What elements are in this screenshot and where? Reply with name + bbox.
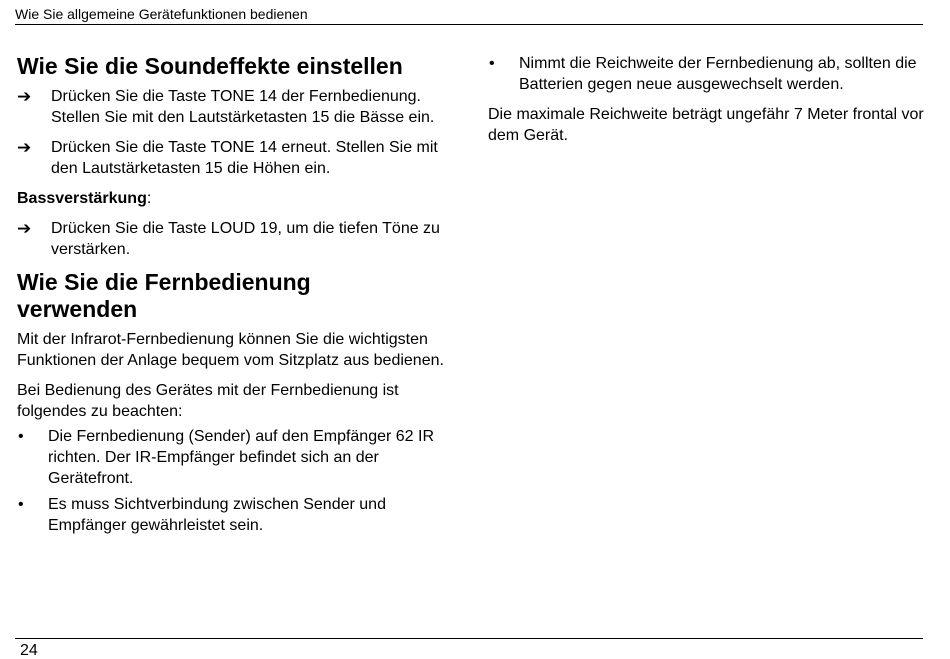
bullet-text: Es muss Sichtverbindung zwischen Sender und Empfänger gewährleistet sein. bbox=[48, 496, 386, 534]
range-note-paragraph: Die maximale Reichweite beträgt ungefähr 7 Meter frontal vor dem Gerät. bbox=[488, 106, 924, 144]
instruction-step bbox=[17, 86, 457, 128]
remote-notes-intro: Bei Bedienung des Gerätes mit der Fernbedienung ist folgendes zu beachten: bbox=[17, 382, 399, 420]
remote-intro-paragraph: Mit der Infrarot-Fernbedienung können Sie die wichtigsten Funktionen der Anlage bequem vom Sitzplatz aus bedienen. bbox=[17, 331, 444, 369]
instruction-text: Drücken Sie die Taste TONE 14 erneut. Stellen Sie mit den Lautstärketasten 15 die Höhen ein. bbox=[51, 139, 438, 177]
instruction-step bbox=[17, 137, 457, 179]
instruction-text: Drücken Sie die Taste LOUD 19, um die tiefen Töne zu verstärken. bbox=[51, 220, 440, 258]
instruction-text: Drücken Sie die Taste TONE 14 der Fernbedienung. Stellen Sie mit den Lautstärketasten 15 die Bässe ein. bbox=[51, 88, 435, 126]
arrow-icon: ➔ bbox=[17, 219, 32, 238]
running-header: Wie Sie allgemeine Gerätefunktionen bedienen bbox=[15, 6, 308, 22]
bullet-list-item bbox=[17, 494, 457, 536]
instruction-step bbox=[17, 218, 457, 260]
page-number: 24 bbox=[20, 642, 38, 659]
bullet-icon: • bbox=[18, 496, 24, 513]
bullet-text: Nimmt die Reichweite der Fernbedienung ab, sollten die Batterien gegen neue ausgewechselt werden. bbox=[519, 55, 917, 93]
bass-label: Bassverstärkung bbox=[17, 190, 147, 207]
arrow-icon: ➔ bbox=[17, 87, 32, 106]
left-column bbox=[17, 53, 457, 541]
section-heading-sound: Wie Sie die Soundeffekte einstellen bbox=[17, 53, 403, 79]
right-column bbox=[488, 53, 928, 155]
bullet-icon: • bbox=[18, 428, 24, 445]
section-heading-remote: Wie Sie die Fernbedienung verwenden bbox=[17, 269, 311, 322]
bullet-list-item bbox=[17, 426, 457, 489]
bullet-list-item bbox=[488, 53, 928, 95]
header-rule bbox=[15, 24, 923, 25]
bullet-icon: • bbox=[489, 55, 495, 72]
arrow-icon: ➔ bbox=[17, 138, 32, 157]
bass-label-paragraph bbox=[17, 188, 457, 209]
bass-label-colon: : bbox=[146, 190, 152, 207]
bullet-text: Die Fernbedienung (Sender) auf den Empfänger 62 IR richten. Der IR-Empfänger befindet sich an der Gerätefront. bbox=[48, 428, 435, 487]
footer-rule bbox=[15, 638, 923, 639]
